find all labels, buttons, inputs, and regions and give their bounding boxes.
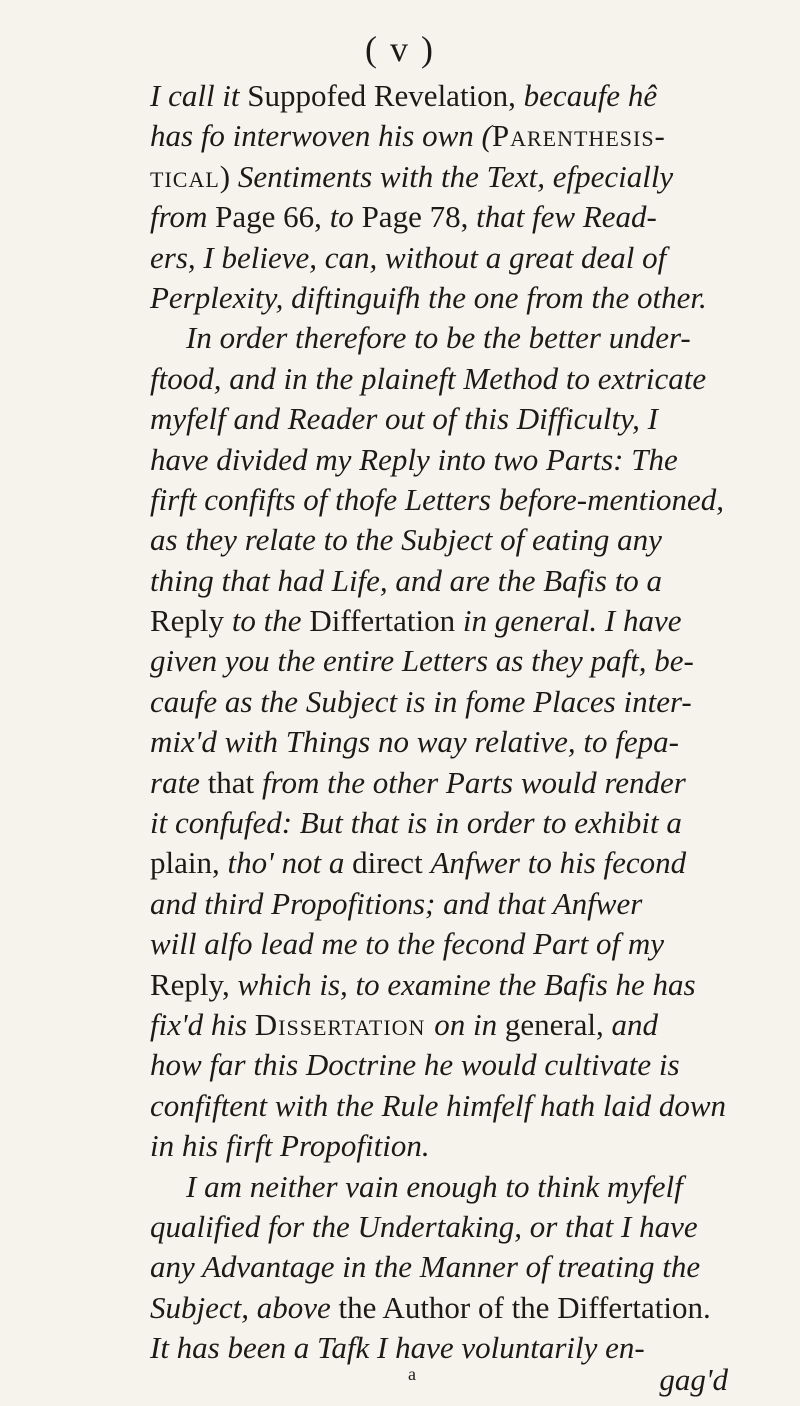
text-run: from [150,199,216,235]
text-line [150,116,780,156]
text-run: tho' not a [227,845,353,881]
text-run: on in [434,1006,505,1042]
text-run: fix'd his [150,1006,255,1042]
text-line [150,1207,780,1247]
text-line [150,1288,780,1328]
text-run: in his firft Propofition. [150,1128,430,1164]
signature-mark: a [408,1364,416,1384]
text-run: will alfo lead me to the fecond Part of my [150,926,664,962]
text-run: Subject, above [150,1289,339,1325]
text-run: to the [231,603,310,639]
text-run: mix'd with Things no way relative, to fepa- [150,724,679,760]
text-run: which is, to examine the Bafis he has [237,966,696,1002]
text-run: qualified for the Undertaking, or that I have [150,1208,698,1244]
text-line [150,1126,780,1166]
text-run: has fo interwoven his own ( [150,118,492,154]
text-line [150,318,780,358]
text-run: that few Read- [476,199,657,235]
text-line [150,763,780,803]
text-run: as they relate to the Subject of eating any [150,522,662,558]
text-run: rate [150,764,208,800]
body-text [150,76,780,1369]
text-line [150,157,780,197]
text-line [150,197,780,237]
catchword: gag'd [659,1362,728,1397]
text-line [150,1247,780,1287]
text-run: Dissertation [254,1006,435,1042]
text-line [150,924,780,964]
text-line [150,238,780,278]
text-run: Perplexity, diftinguifh the one from the other. [150,279,707,315]
text-run: have divided my Reply into two Parts: The [150,441,678,477]
text-line [150,480,780,520]
text-run: Differtation [309,603,463,639]
text-line [150,1045,780,1085]
text-run: given you the entire Letters as they paft, be- [150,643,694,679]
text-line [150,641,780,681]
text-run: Sentiments with the Text, efpecially [237,158,674,194]
text-run: Reply, [150,966,238,1002]
text-run: firft confifts of thofe Letters before-mentioned, [150,481,724,517]
text-line [150,520,780,560]
text-run: Suppofed Revelation, [247,78,524,113]
text-run: Anfwer to his fecond [430,845,687,881]
text-run: Parenthesis- [491,118,666,154]
text-line [150,884,780,924]
text-line [150,843,780,883]
text-run: it confufed: But that is in order to exhibit a [150,805,682,841]
text-run: I call it [150,78,248,113]
text-line [150,76,780,116]
text-line [150,399,780,439]
text-run: ) [219,158,238,194]
text-run: to [329,199,362,235]
text-run: caufe as the Subject is in fome Places inter- [150,683,692,719]
text-run: how far this Doctrine he would cultivate is [150,1047,680,1083]
text-run: any Advantage in the Manner of treating the [150,1249,701,1285]
text-run: plain, [150,845,228,881]
text-run: becaufe hê [523,78,658,113]
text-run: Page 78, [361,199,477,235]
text-line [150,359,780,399]
page-number: ( v ) [365,29,435,69]
text-run: the Author of the Differtation. [338,1289,711,1325]
text-run: and [611,1006,659,1042]
text-run: myfelf and Reader out of this Difficulty, I [150,401,658,437]
text-line [150,1005,780,1045]
text-run: Page 66, [215,199,330,235]
text-run: It has been a Tafk I have voluntarily en- [150,1330,645,1366]
page-footer [150,1360,780,1400]
text-line [150,722,780,762]
text-run: thing that had Life, and are the Bafis to a [150,562,663,598]
text-run: Reply [150,603,232,639]
text-line [150,965,780,1005]
text-line [150,601,780,641]
text-run: general, [504,1006,612,1042]
text-line [150,1167,780,1207]
text-run: direct [352,845,431,881]
text-line [150,278,780,318]
text-run: ers, I believe, can, without a great deal of [150,239,667,275]
text-line [150,682,780,722]
text-run: tical [150,158,220,194]
text-line [150,1086,780,1126]
text-run: confiftent with the Rule himfelf hath laid down [150,1087,727,1123]
text-line [150,440,780,480]
text-run: In order therefore to be the better under- [186,320,691,356]
text-run: I am neither vain enough to think myfelf [186,1168,683,1204]
text-line [150,803,780,843]
text-run: and third Propofitions; and that Anfwer [150,885,643,921]
text-line [150,561,780,601]
text-run: ftood, and in the plaineft Method to extricate [150,360,707,396]
text-run: in general. I have [462,603,682,639]
text-run: from the other Parts would render [261,764,686,800]
text-run: that [207,764,262,800]
